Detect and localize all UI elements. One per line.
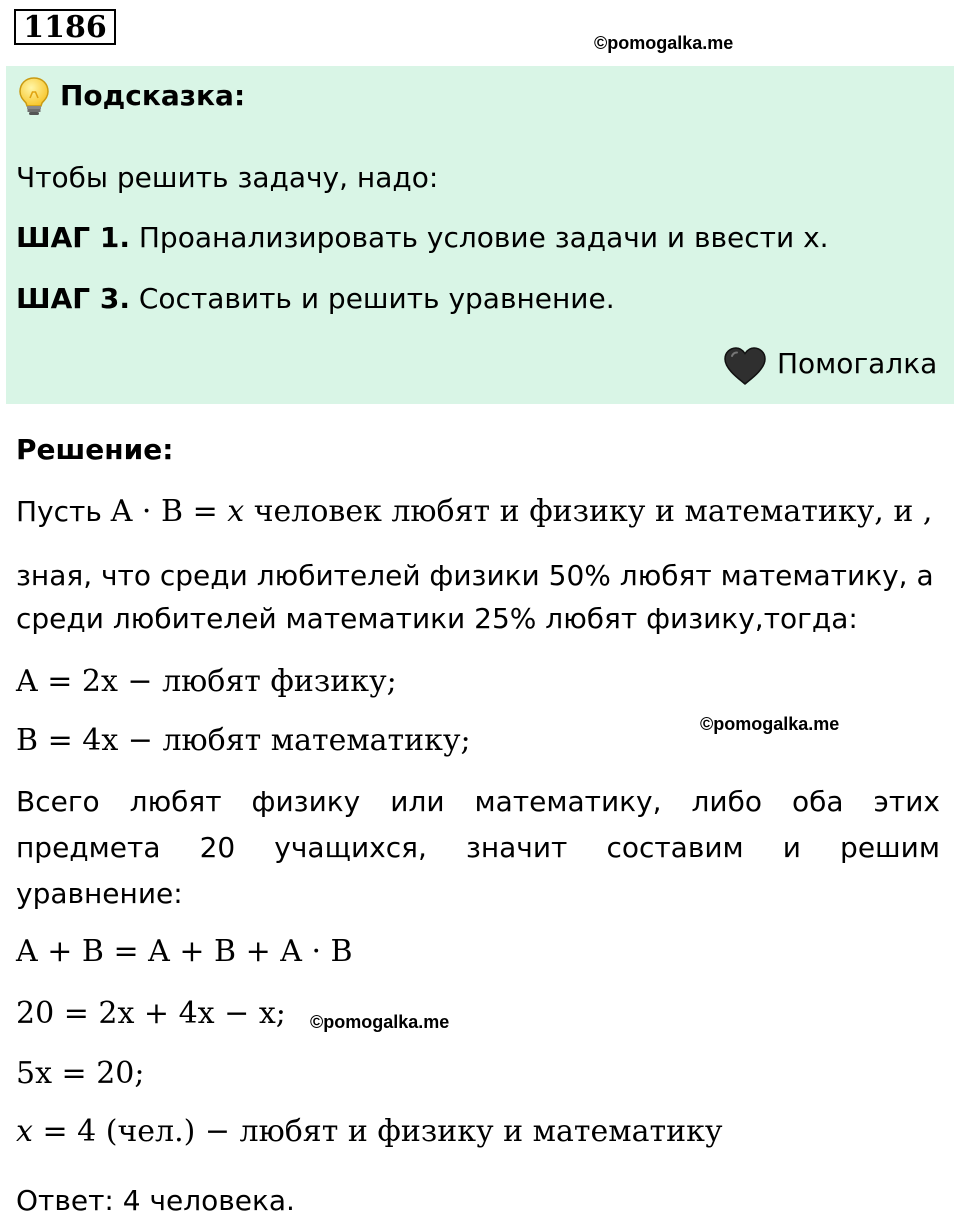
hint-step-3 [16,282,615,315]
equation-a: A = 2x − любят физику; [16,664,397,699]
step-3-text: Составить и решить уравнение. [129,282,615,315]
hint-intro: Чтобы решить задачу, надо: [16,161,439,194]
watermark-bottom: ©pomogalka.me [310,1012,450,1032]
paragraph-total [16,779,940,917]
answer: Ответ: 4 человека. [16,1184,295,1217]
equation-b: B = 4x − любят математику; [16,723,471,758]
task-number: 1186 [14,9,116,45]
line1-var: x [227,494,245,529]
solution-title: Решение: [16,433,174,466]
solution-line-2: зная, что среди любителей физики 50% любят математику, а [16,559,934,592]
line1-formula: A · B = [110,494,228,529]
paragraph-line-1: Всего любят физику или математику, либо оба этих [16,785,940,818]
brand-label: Помогалка [777,347,938,380]
line1-start: Пусть [16,495,111,528]
watermark-middle: ©pomogalka.me [700,714,840,734]
solution-line-3: среди любителей математики 25% любят физику,тогда: [16,602,858,635]
step-1-label: ШАГ 1. [16,221,130,254]
step-1-text: Проанализировать условие задачи и ввести x. [129,221,829,254]
equation-2: 20 = 2x + 4x − x; [16,996,286,1031]
equation-3: 5x = 20; [16,1056,145,1091]
equation-1: A + B = A + B + A · B [16,934,353,969]
paragraph-line-2: предмета 20 учащихся, значит составим и решим [16,831,940,864]
equation-4 [16,1114,722,1149]
eq4-rest: = 4 (чел.) − любят и физику и математику [32,1114,723,1149]
lightbulb-icon [16,76,52,120]
solution-line-1 [16,494,932,529]
hint-title: Подсказка: [60,79,246,112]
line1-end: человек любят и физику и математику, и , [244,494,933,529]
eq4-var: x [16,1114,33,1149]
watermark-top: ©pomogalka.me [594,33,734,53]
paragraph-line-3: уравнение: [16,877,183,910]
hint-step-1 [16,221,829,254]
step-3-label: ШАГ 3. [16,282,130,315]
heart-icon [722,346,768,390]
